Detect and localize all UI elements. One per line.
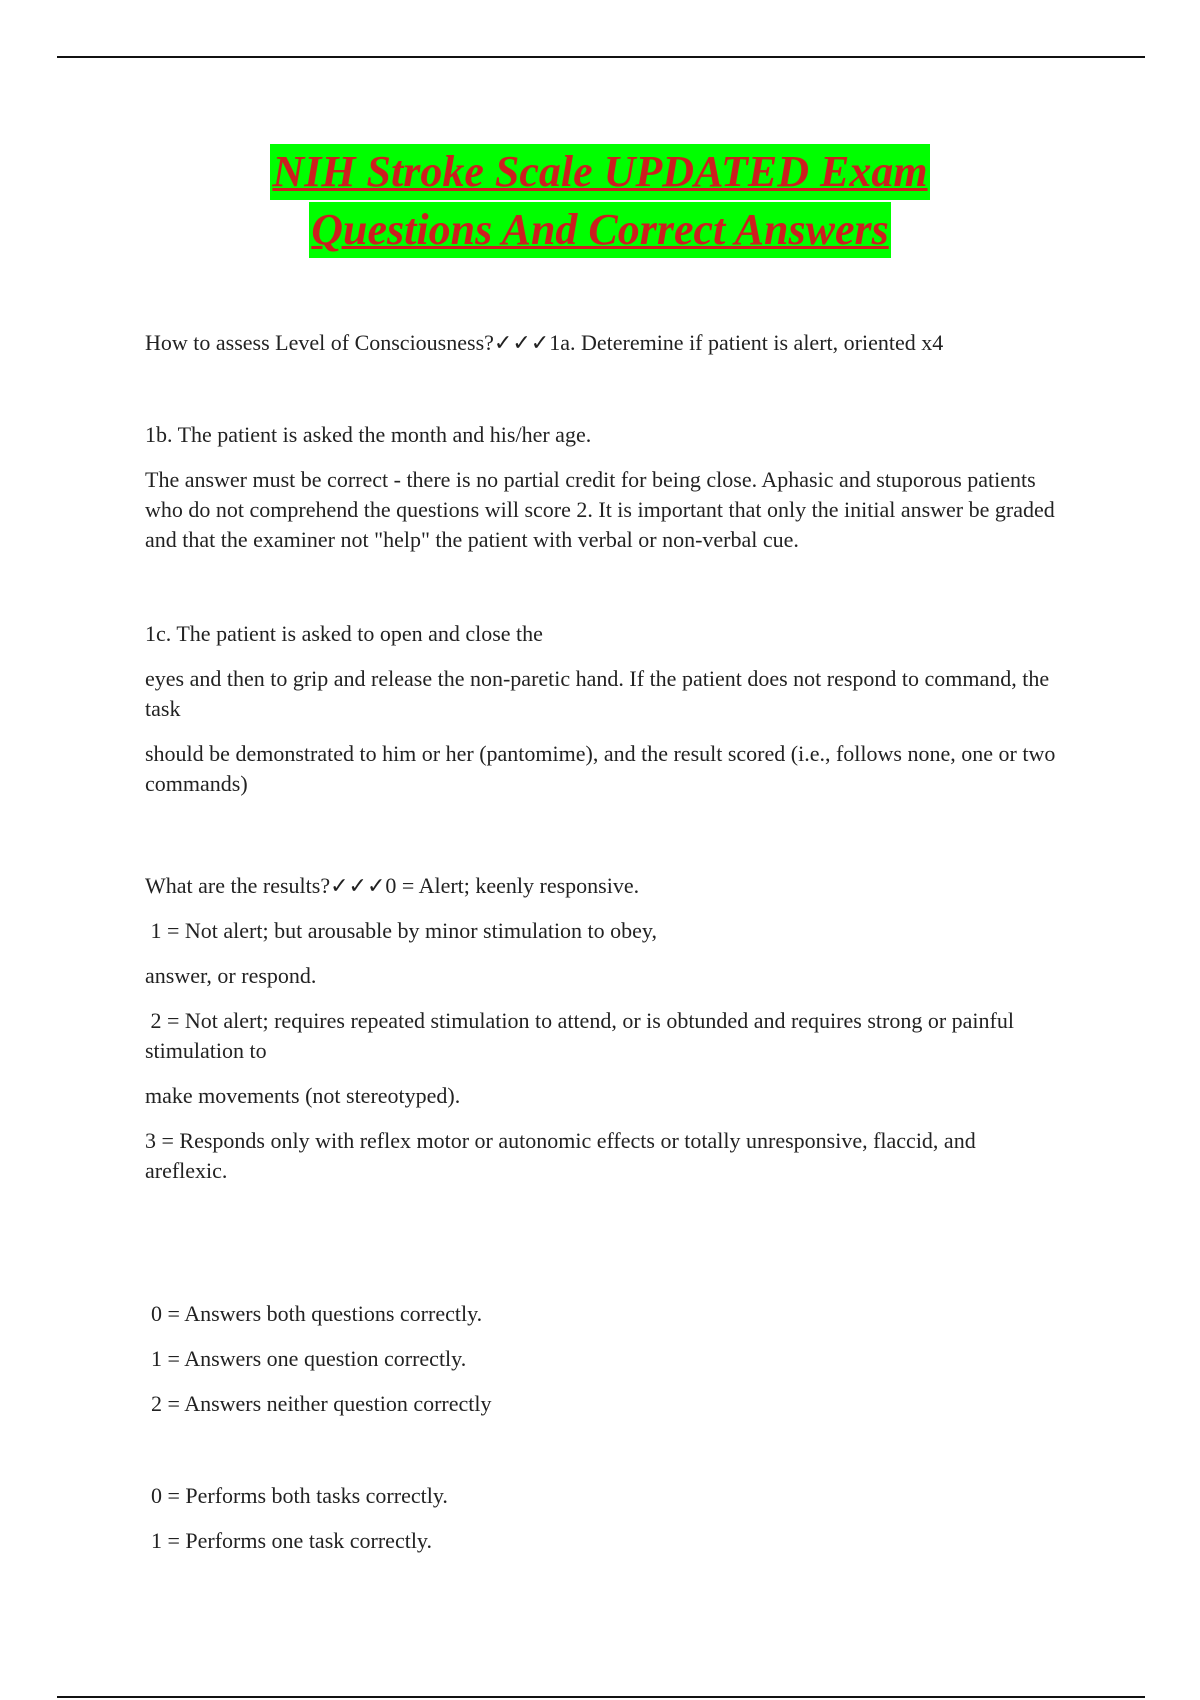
answers-score-2: 2 = Answers neither question correctly (151, 1391, 492, 1416)
score-2-not-alert: 2 = Not alert; requires repeated stimulation to attend, or is obtunded and requires strong or painful stimulation to (145, 1008, 1020, 1063)
item-1c: 1c. The patient is asked to open and close the (145, 621, 543, 646)
answers-score-1: 1 = Answers one question correctly. (151, 1346, 467, 1371)
document-body (145, 328, 1060, 1556)
question-level-of-consciousness: How to assess Level of Consciousness?✓✓✓1a. Deteremine if patient is alert, oriented x4 (145, 330, 944, 355)
title-line-1: NIH Stroke Scale UPDATED Exam (270, 144, 929, 200)
title-line-2: Questions And Correct Answers (309, 202, 890, 258)
item-1b-explanation: The answer must be correct - there is no partial credit for being close. Aphasic and stuporous patients who do not comprehend the questions will score 2. It is important that only the initial answer be graded and that the examiner not "help" the patient with verbal or non-verbal cue. (145, 467, 1055, 552)
footer-rule (57, 1696, 1145, 1698)
item-1c-pantomime: should be demonstrated to him or her (pantomime), and the result scored (i.e., follows none, one or two commands) (145, 741, 1056, 796)
score-1-not-alert: 1 = Not alert; but arousable by minor stimulation to obey, (145, 918, 658, 943)
answers-score-0: 0 = Answers both questions correctly. (151, 1301, 483, 1326)
score-2-continued: make movements (not stereotyped). (145, 1083, 461, 1108)
score-3-responds: 3 = Responds only with reflex motor or autonomic effects or totally unresponsive, flaccid, and areflexic. (145, 1128, 976, 1183)
question-results: What are the results?✓✓✓0 = Alert; keenly responsive. (145, 873, 640, 898)
document-title (0, 144, 1200, 258)
tasks-score-1: 1 = Performs one task correctly. (151, 1528, 433, 1553)
item-1b: 1b. The patient is asked the month and his/her age. (145, 422, 592, 447)
tasks-score-0: 0 = Performs both tasks correctly. (151, 1483, 448, 1508)
header-rule (57, 56, 1145, 58)
score-1-continued: answer, or respond. (145, 963, 317, 988)
item-1c-instruction: eyes and then to grip and release the non-paretic hand. If the patient does not respond to command, the task (145, 666, 1050, 721)
